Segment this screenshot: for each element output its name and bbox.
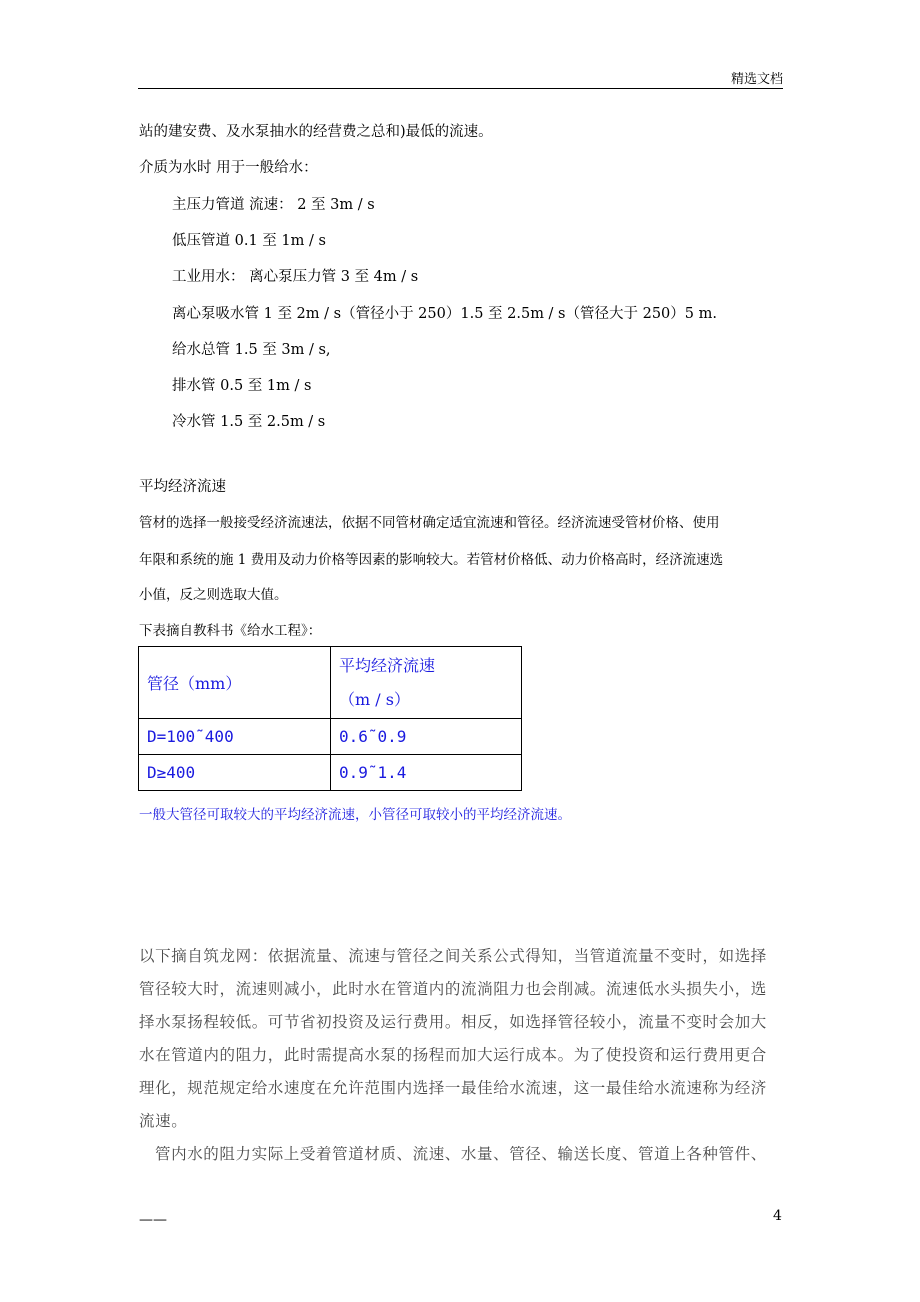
header-diameter-label: 管径（mm） (147, 674, 242, 693)
header-label: 精选文档 (730, 72, 783, 87)
footer-dash: —— (139, 1212, 167, 1228)
section-text-line: 年限和系统的施 1 费用及动力价格等因素的影响较大。若管材价格低、动力价格高时，经济流速选 (139, 552, 724, 568)
zhulong-line: 以下摘自筑龙网：依据流量、流速与管径之间关系公式得知，当管道流量不变时，如选择 (139, 947, 767, 965)
zhulong-line: 管径较大时，流速则减小，此时水在管道内的流淌阻力也会削减。流速低水头损失小，选 (139, 980, 767, 998)
cell-velocity: 0.9˜1.4 (331, 755, 522, 791)
list-item: 排水管 0.5 至 1m / s (172, 378, 312, 394)
header-cell-velocity (331, 647, 522, 719)
page-number: 4 (773, 1208, 782, 1224)
header-cell-diameter (139, 647, 331, 719)
zhulong-line: 流速。 (139, 1112, 188, 1130)
zhulong-line: 理化，规范规定给水速度在允许范围内选择一最佳给水流速，这一最佳给水流速称为经济 (139, 1079, 767, 1097)
text-line: 介质为水时 用于一般给水： (139, 160, 318, 176)
table-intro: 下表摘自教科书《给水工程》： (139, 623, 322, 639)
table-note: 一般大管径可取较大的平均经济流速，小管径可取较小的平均经济流速。 (139, 807, 571, 823)
velocity-table (138, 646, 522, 791)
list-item: 低压管道 0.1 至 1m / s (172, 233, 326, 249)
header-velocity-label: 平均经济流速 (339, 655, 436, 675)
section-text-line: 小值，反之则选取大值。 (139, 587, 288, 603)
cell-diameter: D≥400 (139, 755, 331, 791)
list-item: 离心泵吸水管 1 至 2m / s（管径小于 250）1.5 至 2.5m / s（管径大于 250）5 m. (172, 306, 717, 322)
list-item: 工业用水： 离心泵压力管 3 至 4m / s (172, 269, 419, 285)
text-line: 站的建安费、及水泵抽水的经营费之总和)最低的流速。 (139, 124, 493, 140)
header-velocity-unit: （m / s） (339, 689, 410, 709)
section-text-line: 管材的选择一般接受经济流速法，依据不同管材确定适宜流速和管径。经济流速受管材价格、使用 (139, 515, 720, 531)
cell-diameter: D=100˜400 (139, 719, 331, 755)
table-header-row (139, 647, 522, 719)
list-item: 给水总管 1.5 至 3m / s, (172, 342, 331, 358)
zhulong-line: 水在管道内的阻力，此时需提高水泵的扬程而加大运行成本。为了使投资和运行费用更合 (139, 1046, 767, 1064)
list-item: 冷水管 1.5 至 2.5m / s (172, 414, 326, 430)
list-item: 主压力管道 流速： 2 至 3m / s (172, 197, 375, 213)
table-row (139, 755, 522, 791)
section-heading: 平均经济流速 (139, 479, 226, 495)
zhulong-paragraph (139, 940, 779, 1171)
table-row (139, 719, 522, 755)
resistance-paragraph: 管内水的阻力实际上受着管道材质、流速、水量、管径、输送长度、管道上各种管件、 (155, 1145, 767, 1163)
cell-velocity: 0.6˜0.9 (331, 719, 522, 755)
page-header (138, 68, 783, 89)
zhulong-line: 择水泵扬程较低。可节省初投资及运行费用。相反，如选择管径较小，流量不变时会加大 (139, 1013, 767, 1031)
